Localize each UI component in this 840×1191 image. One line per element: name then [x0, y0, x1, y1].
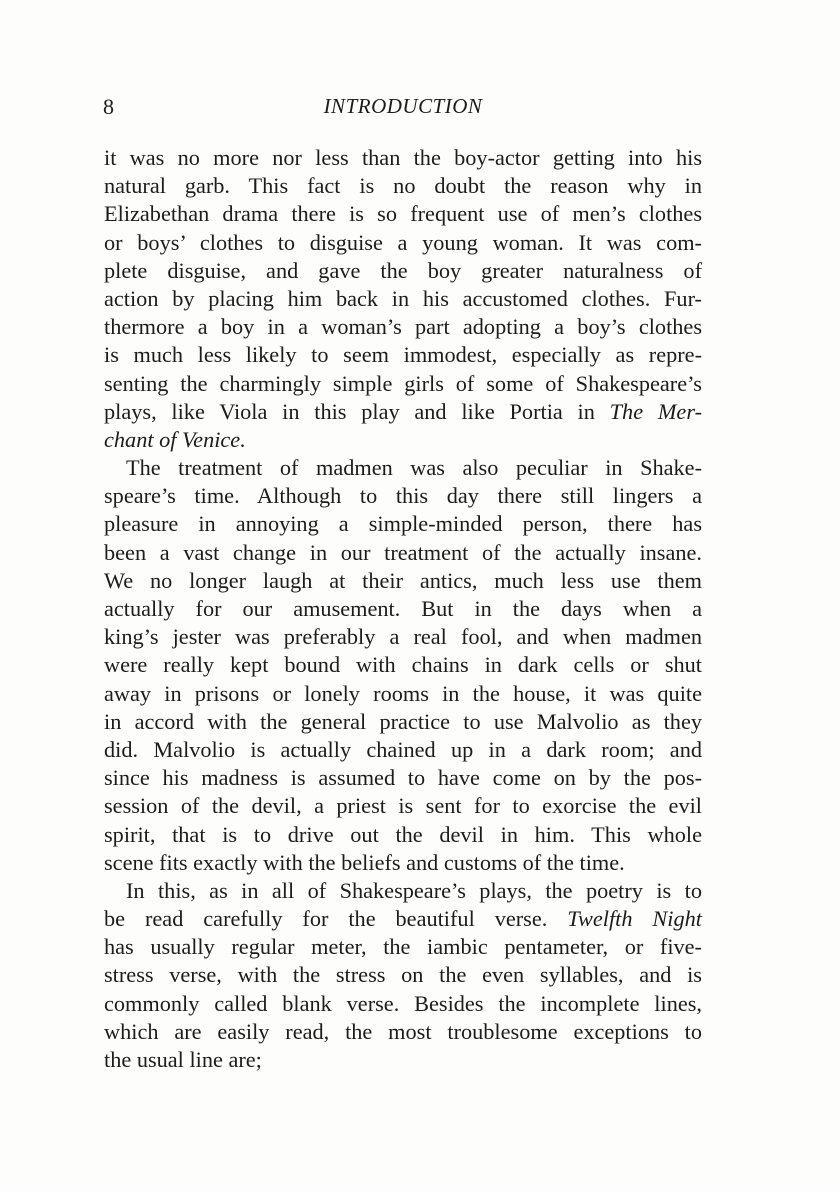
line-text: spirit, that is to drive out the devil in him. This whole	[104, 821, 702, 847]
text-line	[104, 623, 702, 651]
line-text: king’s jester was preferably a real fool, and when madmen	[104, 624, 702, 650]
line-text: since his madness is assumed to have come on by the pos-	[104, 765, 702, 791]
text-line	[104, 680, 702, 708]
text-line	[104, 567, 702, 595]
line-text: were really kept bound with chains in dark cells or shut	[104, 652, 702, 678]
italic-title: chant of Venice.	[104, 426, 246, 452]
text-line	[104, 736, 702, 764]
text-line	[104, 200, 702, 228]
text-line	[104, 595, 702, 623]
line-text: commonly called blank verse. Besides the incomplete lines,	[104, 990, 702, 1016]
text-line	[104, 1018, 702, 1046]
line-text: In this, as in all of Shakespeare’s plays, the poetry is to	[126, 877, 702, 903]
line-text: which are easily read, the most troublesome exceptions to	[104, 1018, 702, 1044]
line-text: We no longer laugh at their antics, much less use them	[104, 567, 702, 593]
paragraph	[104, 144, 702, 454]
italic-title: The Mer-	[609, 398, 702, 424]
line-text: action by placing him back in his accustomed clothes. Fur-	[104, 285, 702, 311]
line-text: The treatment of madmen was also peculiar in Shake-	[126, 455, 702, 481]
line-text: away in prisons or lonely rooms in the house, it was quite	[104, 680, 702, 706]
line-text: is much less likely to seem immodest, especially as repre-	[104, 342, 702, 368]
text-line	[104, 651, 702, 679]
line-text: plete disguise, and gave the boy greater naturalness of	[104, 257, 702, 283]
text-line	[104, 172, 702, 200]
text-line	[104, 144, 702, 172]
line-text: stress verse, with the stress on the even syllables, and is	[104, 962, 702, 988]
line-text: the usual line are;	[104, 1047, 262, 1072]
body-text	[104, 144, 702, 1074]
text-line	[104, 229, 702, 257]
line-text: natural garb. This fact is no doubt the reason why in	[104, 173, 702, 199]
text-line	[104, 482, 702, 510]
text-line	[104, 510, 702, 538]
text-line	[104, 398, 702, 426]
line-text: in accord with the general practice to use Malvolio as they	[104, 708, 702, 734]
line-text: has usually regular meter, the iambic pentameter, or five-	[104, 934, 702, 960]
text-line	[104, 821, 702, 849]
text-line	[104, 849, 702, 877]
line-text: it was no more nor less than the boy-actor getting into his	[104, 145, 702, 170]
text-line	[104, 313, 702, 341]
paragraph	[104, 454, 702, 877]
line-text: Elizabethan drama there is so frequent use of men’s clothes	[104, 201, 702, 227]
line-text: been a vast change in our treatment of the actually insane.	[104, 539, 702, 565]
text-line	[104, 961, 702, 989]
text-line	[104, 426, 702, 454]
text-line	[104, 764, 702, 792]
text-line	[104, 708, 702, 736]
text-line	[104, 370, 702, 398]
line-text: did. Malvolio is actually chained up in a dark room; and	[104, 736, 702, 762]
paragraph	[104, 877, 702, 1074]
italic-title: Twelfth Night	[567, 906, 702, 932]
line-text: scene fits exactly with the beliefs and customs of the time.	[104, 849, 625, 875]
text-line	[104, 341, 702, 369]
running-title: INTRODUCTION	[323, 94, 483, 118]
text-line	[104, 905, 702, 933]
text-line	[104, 792, 702, 820]
text-line	[104, 539, 702, 567]
running-head	[103, 94, 703, 124]
text-line	[104, 257, 702, 285]
line-text: thermore a boy in a woman’s part adopting a boy’s clothes	[104, 314, 702, 340]
page-number: 8	[103, 94, 114, 119]
line-text: or boys’ clothes to disguise a young woman. It was com-	[104, 229, 702, 255]
text-line	[104, 285, 702, 313]
line-text: speare’s time. Although to this day there still lingers a	[104, 483, 702, 509]
text-line	[104, 877, 702, 905]
line-text: actually for our amusement. But in the days when a	[104, 596, 702, 621]
line-text: be read carefully for the beautiful verse.	[104, 906, 568, 932]
line-text: session of the devil, a priest is sent for to exorcise the evil	[104, 793, 702, 819]
text-line	[104, 990, 702, 1018]
line-text: pleasure in annoying a simple-minded person, there has	[104, 511, 702, 537]
text-line	[104, 454, 702, 482]
text-line	[104, 1046, 702, 1074]
text-line	[104, 933, 702, 961]
line-text: senting the charmingly simple girls of some of Shakespeare’s	[104, 370, 702, 396]
line-text: plays, like Viola in this play and like Portia in	[104, 398, 610, 424]
